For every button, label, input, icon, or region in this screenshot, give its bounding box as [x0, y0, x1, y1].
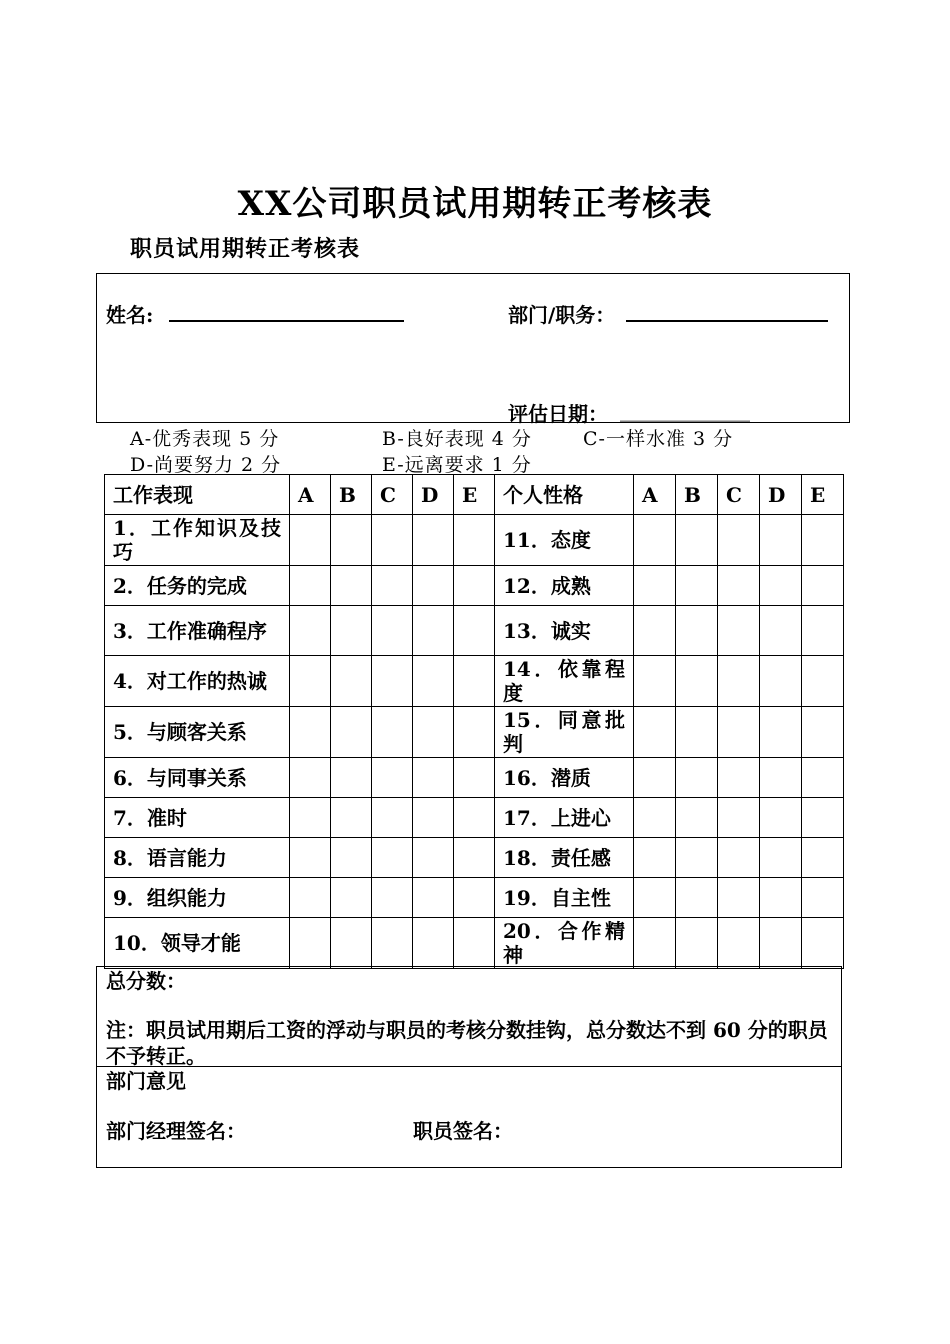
grade-cell[interactable] [676, 656, 718, 707]
work-criterion-label: 2．任务的完成 [105, 566, 290, 606]
table-row [105, 838, 844, 878]
page-title: XX公司职员试用期转正考核表 [237, 184, 713, 224]
table-row [105, 758, 844, 798]
legend-a: A-优秀表现 5 分 [130, 428, 280, 450]
name-label: 姓名: [106, 303, 154, 327]
grade-cell[interactable] [454, 707, 495, 758]
grade-cell[interactable] [718, 758, 760, 798]
grade-cell[interactable] [802, 606, 844, 656]
grade-cell[interactable] [290, 918, 331, 969]
grade-cell[interactable] [760, 838, 802, 878]
name-field[interactable] [169, 320, 404, 322]
grade-cell[interactable] [413, 838, 454, 878]
grade-cell[interactable] [290, 656, 331, 707]
evaluation-date-field[interactable]: _____________ [620, 398, 750, 422]
grade-cell[interactable] [290, 758, 331, 798]
grade-cell[interactable] [802, 838, 844, 878]
dept-position-label: 部门/职务： [508, 303, 616, 327]
grade-cell[interactable] [676, 758, 718, 798]
table-row [105, 656, 844, 707]
grade-cell[interactable] [454, 878, 495, 918]
grade-cell[interactable] [372, 566, 413, 606]
total-score-box [96, 966, 842, 1067]
grade-cell[interactable] [718, 918, 760, 969]
grade-cell[interactable] [331, 606, 372, 656]
personality-criterion-label: 13．诚实 [495, 606, 634, 656]
form-subtitle: 职员试用期转正考核表 [130, 236, 361, 262]
grade-cell[interactable] [413, 707, 454, 758]
grade-cell[interactable] [372, 606, 413, 656]
table-row [105, 798, 844, 838]
grade-cell[interactable] [802, 656, 844, 707]
legend-d: D-尚要努力 2 分 [130, 454, 282, 476]
grade-cell[interactable] [454, 798, 495, 838]
personality-criterion-label: 17．上进心 [495, 798, 634, 838]
grade-header-right: D [760, 475, 802, 515]
work-criterion-label: 8．语言能力 [105, 838, 290, 878]
grade-cell[interactable] [454, 656, 495, 707]
grade-header-right: C [718, 475, 760, 515]
grade-cell[interactable] [802, 798, 844, 838]
personality-criterion-label: 11．态度 [495, 515, 634, 566]
grade-cell[interactable] [760, 798, 802, 838]
grade-cell[interactable] [634, 878, 676, 918]
grade-cell[interactable] [331, 566, 372, 606]
legend-b: B-良好表现 4 分 [382, 428, 532, 450]
grade-cell[interactable] [760, 606, 802, 656]
grade-cell[interactable] [454, 918, 495, 969]
work-performance-header: 工作表现 [105, 475, 290, 515]
grade-cell[interactable] [290, 798, 331, 838]
work-criterion-label: 7．准时 [105, 798, 290, 838]
grade-cell[interactable] [331, 656, 372, 707]
table-row [105, 515, 844, 566]
grade-cell[interactable] [718, 515, 760, 566]
grade-cell[interactable] [413, 606, 454, 656]
grade-cell[interactable] [634, 606, 676, 656]
total-score-label: 总分数： [106, 969, 186, 993]
grade-cell[interactable] [372, 515, 413, 566]
legend-e: E-远离要求 1 分 [382, 454, 532, 476]
grade-cell[interactable] [802, 758, 844, 798]
grade-cell[interactable] [760, 656, 802, 707]
grade-cell[interactable] [760, 878, 802, 918]
grade-cell[interactable] [372, 798, 413, 838]
grade-cell[interactable] [760, 758, 802, 798]
grade-cell[interactable] [331, 878, 372, 918]
work-criterion-label: 9．组织能力 [105, 878, 290, 918]
department-opinion-box [96, 1066, 842, 1168]
table-row [105, 878, 844, 918]
grade-cell[interactable] [454, 566, 495, 606]
grade-cell[interactable] [331, 515, 372, 566]
grade-cell[interactable] [331, 707, 372, 758]
grade-cell[interactable] [634, 515, 676, 566]
evaluation-grid [104, 474, 844, 969]
grade-header-left: D [413, 475, 454, 515]
grade-cell[interactable] [454, 515, 495, 566]
grade-cell[interactable] [290, 838, 331, 878]
grade-cell[interactable] [413, 656, 454, 707]
grade-cell[interactable] [372, 707, 413, 758]
grade-cell[interactable] [760, 707, 802, 758]
personality-criterion-label: 19．自主性 [495, 878, 634, 918]
grade-cell[interactable] [718, 838, 760, 878]
work-criterion-label: 3．工作准确程序 [105, 606, 290, 656]
grade-cell[interactable] [413, 878, 454, 918]
table-row [105, 918, 844, 969]
grid-header-row [105, 475, 844, 515]
grade-cell[interactable] [802, 878, 844, 918]
department-opinion-label: 部门意见 [106, 1069, 186, 1093]
work-criterion-label: 10．领导才能 [105, 918, 290, 969]
personality-criterion-label: 14．依靠程度 [495, 656, 634, 707]
personality-criterion-label: 16．潜质 [495, 758, 634, 798]
grade-cell[interactable] [290, 878, 331, 918]
grade-header-left: A [290, 475, 331, 515]
work-criterion-label: 4．对工作的热诚 [105, 656, 290, 707]
grade-cell[interactable] [802, 515, 844, 566]
grade-cell[interactable] [290, 707, 331, 758]
grade-header-left: B [331, 475, 372, 515]
grade-cell[interactable] [454, 606, 495, 656]
table-row [105, 707, 844, 758]
grade-cell[interactable] [802, 707, 844, 758]
grade-cell[interactable] [718, 656, 760, 707]
grade-cell[interactable] [372, 656, 413, 707]
work-criterion-label: 1．工作知识及技巧 [105, 515, 290, 566]
grade-cell[interactable] [290, 566, 331, 606]
grade-cell[interactable] [676, 798, 718, 838]
grade-cell[interactable] [413, 515, 454, 566]
grade-cell[interactable] [634, 707, 676, 758]
manager-signature-label: 部门经理签名： [106, 1119, 246, 1143]
grade-cell[interactable] [802, 918, 844, 969]
grade-cell[interactable] [454, 758, 495, 798]
grade-cell[interactable] [331, 758, 372, 798]
grade-header-right: B [676, 475, 718, 515]
personality-header: 个人性格 [495, 475, 634, 515]
work-criterion-label: 6．与同事关系 [105, 758, 290, 798]
grade-cell[interactable] [718, 798, 760, 838]
grade-cell[interactable] [372, 838, 413, 878]
dept-position-field[interactable] [626, 320, 828, 322]
grade-cell[interactable] [676, 878, 718, 918]
grade-header-left: E [454, 475, 495, 515]
grade-cell[interactable] [634, 656, 676, 707]
personality-criterion-label: 18．责任感 [495, 838, 634, 878]
table-row [105, 566, 844, 606]
grade-cell[interactable] [676, 566, 718, 606]
grade-cell[interactable] [331, 918, 372, 969]
personality-criterion-label: 15．同意批判 [495, 707, 634, 758]
grade-header-left: C [372, 475, 413, 515]
grade-header-right: E [802, 475, 844, 515]
grade-cell[interactable] [718, 566, 760, 606]
grade-cell[interactable] [413, 918, 454, 969]
grade-cell[interactable] [676, 515, 718, 566]
grade-cell[interactable] [718, 707, 760, 758]
grade-cell[interactable] [372, 878, 413, 918]
grade-cell[interactable] [676, 918, 718, 969]
employee-info-box [96, 273, 850, 426]
grade-cell[interactable] [454, 838, 495, 878]
grade-cell[interactable] [372, 758, 413, 798]
grade-cell[interactable] [718, 878, 760, 918]
table-row [105, 606, 844, 656]
grade-cell[interactable] [802, 566, 844, 606]
grade-cell[interactable] [331, 798, 372, 838]
grade-cell[interactable] [290, 606, 331, 656]
grade-cell[interactable] [760, 515, 802, 566]
grade-cell[interactable] [634, 758, 676, 798]
grade-cell[interactable] [760, 918, 802, 969]
grade-cell[interactable] [372, 918, 413, 969]
grade-cell[interactable] [634, 838, 676, 878]
personality-criterion-label: 20．合作精神 [495, 918, 634, 969]
grade-cell[interactable] [413, 758, 454, 798]
grade-cell[interactable] [413, 566, 454, 606]
employee-signature-label: 职员签名： [413, 1119, 513, 1143]
total-score-note: 注：职员试用期后工资的浮动与职员的考核分数挂钩，总分数达不到 60 分的职员不予转正。 [106, 1018, 828, 1068]
grade-cell[interactable] [718, 606, 760, 656]
grade-cell[interactable] [634, 798, 676, 838]
legend-c: C-一样水准 3 分 [583, 428, 734, 450]
personality-criterion-label: 12．成熟 [495, 566, 634, 606]
grade-cell[interactable] [676, 838, 718, 878]
grade-cell[interactable] [331, 838, 372, 878]
grade-cell[interactable] [634, 918, 676, 969]
evaluation-date-label: 评估日期： [508, 402, 608, 426]
grade-cell[interactable] [760, 566, 802, 606]
grade-cell[interactable] [634, 566, 676, 606]
grade-cell[interactable] [676, 707, 718, 758]
grade-cell[interactable] [290, 515, 331, 566]
work-criterion-label: 5．与顾客关系 [105, 707, 290, 758]
grade-header-right: A [634, 475, 676, 515]
grade-cell[interactable] [413, 798, 454, 838]
grade-cell[interactable] [676, 606, 718, 656]
